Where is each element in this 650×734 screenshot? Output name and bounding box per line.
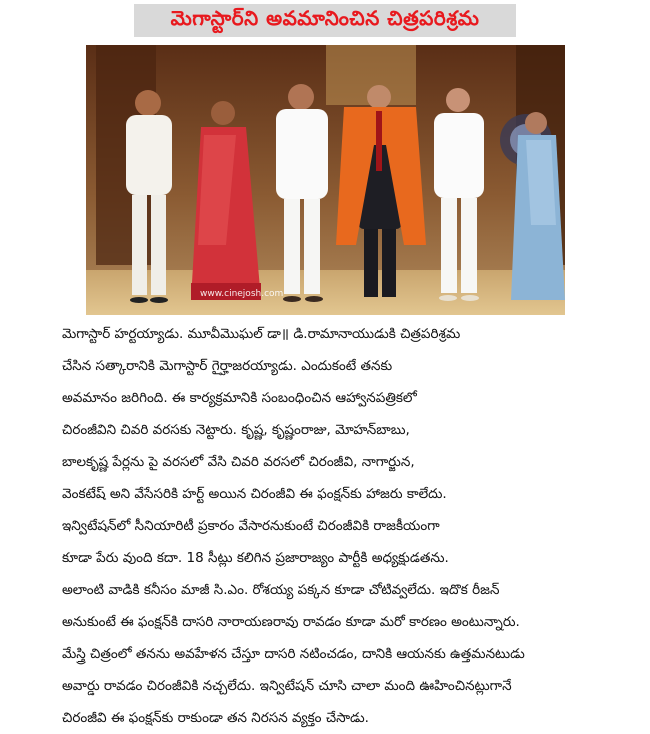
headline-banner bbox=[134, 4, 516, 37]
photo-watermark: www.cinejosh.com bbox=[200, 289, 284, 299]
article-line: వెంకటేష్ అని వేసేసరికి హర్ట్ అయిన చిరంజీవి ఈ ఫంక్షన్‌కు హాజరు కాలేదు. bbox=[62, 486, 447, 502]
headline: మెగాస్టార్‌ని అవమానించిన చిత్రపరిశ్రమ bbox=[170, 6, 480, 30]
article-line: అవమానం జరిగింది. ఈ కార్యక్రమానికి సంబంధించిన ఆహ్వానపత్రికలో bbox=[62, 390, 417, 406]
article-line: కూడా పేరు వుంది కదా. 18 సీట్లు కలిగిన ప్రజారాజ్యం పార్టీకి అధ్యక్షుడతను. bbox=[62, 550, 449, 566]
article-line: మెగాస్టార్ హర్టయ్యాడు. మూవీమొఘల్ డా॥ డి.రామానాయుడుకి చిత్రపరిశ్రమ bbox=[62, 326, 461, 342]
article-line: చేసిన సత్కారానికి మెగాస్టార్ గైర్హాజరయ్యాడు. ఎందుకంటే తనకు bbox=[62, 358, 393, 374]
article-line: చిరంజీవిని చివరి వరసకు నెట్టారు. కృష్ణ, కృష్ణంరాజు, మోహన్‌బాబు, bbox=[62, 422, 410, 438]
article-line: బాలకృష్ణ పేర్లను పై వరసలో వేసి చివరి వరసలో చిరంజీవి, నాగార్జున, bbox=[62, 454, 415, 470]
article-line: ఇన్విటేషన్‌లో సీనియారిటీ ప్రకారం వేసారనుకుంటే చిరంజీవికి రాజకీయంగా bbox=[62, 518, 440, 534]
event-photo-illustration bbox=[86, 45, 565, 315]
event-photo bbox=[86, 45, 565, 315]
article-line: అవార్డు రావడం చిరంజీవికి నచ్చలేదు. ఇన్విటేషన్ చూసి చాలా మంది ఊహించినట్లుగానే bbox=[62, 678, 512, 694]
article-line: అలాంటి వాడికి కనీసం మాజీ సి.ఎం. రోశయ్య పక్కన కూడా చోటివ్వలేదు. ఇదొక రీజన్ bbox=[62, 582, 500, 598]
article-body bbox=[62, 318, 642, 734]
article-line: అనుకుంటే ఈ ఫంక్షన్‌కి దాసరి నారాయణరావు రావడం కూడా మరో కారణం అంటున్నారు. bbox=[62, 614, 520, 630]
article-line: చిరంజీవి ఈ ఫంక్షన్‌కు రాకుండా తన నిరసన వ్యక్తం చేసాడు. bbox=[62, 710, 369, 726]
article-line: మేస్త్రి చిత్రంలో తనను అవహేళన చేస్తూ దాసరి నటించడం, దానికి ఆయనకు ఉత్తమనటుడు bbox=[62, 646, 525, 662]
